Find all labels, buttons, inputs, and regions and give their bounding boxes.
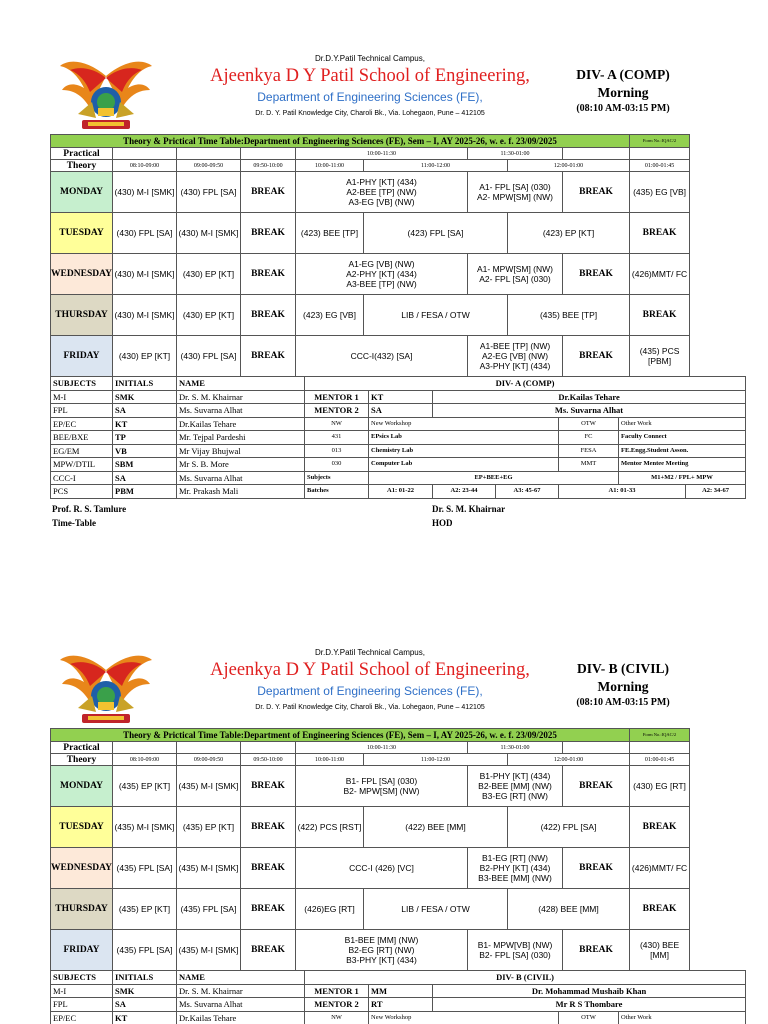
faculty-name-cell: Ms. Suvarna Alhat	[177, 998, 305, 1012]
break-cell: BREAK	[241, 213, 296, 254]
day-label: FRIDAY	[51, 336, 113, 377]
day-label: TUESDAY	[51, 213, 113, 254]
batches-label: Batches	[305, 485, 369, 499]
practical-cell: A1- MPW[SM] (NW) A2- FPL [SA] (030)	[468, 254, 563, 295]
faculty-name-cell: Ms. Suvarna Alhat	[177, 404, 305, 418]
faculty-row	[51, 1011, 746, 1024]
theory-slot: 09:50-10:00	[241, 160, 296, 172]
subject-cell: EP/EC	[51, 1011, 113, 1024]
lecture-cell: (423) EP [KT]	[508, 213, 630, 254]
subject-cell: CCC-I	[51, 471, 113, 485]
mentor-initials: KT	[369, 390, 433, 404]
theory-slot: 09:50-10:00	[241, 754, 296, 766]
mentor-name: Mr R S Thombare	[433, 998, 746, 1012]
practical-cell: B1-PHY [KT] (434) B2-BEE [MM] (NW) B3-EG [RT] (NW)	[468, 766, 563, 807]
lecture-cell: (430) BEE [MM]	[630, 930, 690, 971]
day-label: THURSDAY	[51, 295, 113, 336]
break-cell: BREAK	[241, 889, 296, 930]
timetable-sheet-b	[50, 646, 688, 1024]
faculty-row	[51, 458, 746, 472]
lecture-cell: (435) BEE [TP]	[508, 295, 630, 336]
practical-cell: CCC-I (426) [VC]	[296, 848, 468, 889]
mentor-name: Dr.Kailas Tehare	[433, 390, 746, 404]
theory-slot: 10:00-11:00	[296, 754, 364, 766]
lecture-cell: (430) M-I [SMK]	[113, 295, 177, 336]
mentor-initials: SA	[369, 404, 433, 418]
lecture-cell: (426)MMT/ FC	[630, 254, 690, 295]
table-title: Theory & Prictical Time Table:Department of Engineering Sciences (FE), Sem – I, AY 2025-26, w. e. f. 23/09/2025	[51, 729, 630, 742]
break-cell: BREAK	[630, 889, 690, 930]
practical-cell: B1- MPW[VB] (NW) B2- FPL [SA] (030)	[468, 930, 563, 971]
lecture-cell: (426)MMT/ FC	[630, 848, 690, 889]
subjects-header: SUBJECTS	[51, 971, 113, 985]
day-row-monday	[51, 172, 690, 213]
campus-name: Dr.D.Y.Patil Technical Campus,	[315, 648, 425, 657]
break-cell: BREAK	[241, 848, 296, 889]
theory-slot: 01:00-01:45	[630, 754, 690, 766]
break-cell: BREAK	[241, 766, 296, 807]
mentor-name: Ms. Suvarna Alhat	[433, 404, 746, 418]
faculty-name-cell: Mr Vijay Bhujwal	[177, 444, 305, 458]
lecture-cell: (435) FPL [SA]	[113, 930, 177, 971]
legend-value: New Workshop	[369, 417, 559, 431]
legend-key: NW	[305, 417, 369, 431]
faculty-row	[51, 444, 746, 458]
faculty-row	[51, 998, 746, 1012]
form-number: Form No.:IQAC/2	[630, 729, 690, 742]
table-title-row	[51, 729, 690, 742]
day-row-wednesday	[51, 254, 690, 295]
legend-value: EP+BEE+EG	[369, 471, 619, 485]
lecture-cell: (430) EG [RT]	[630, 766, 690, 807]
subject-cell: FPL	[51, 404, 113, 418]
signatory-left-name: Prof. R. S. Tamlure	[52, 504, 127, 514]
faculty-row	[51, 431, 746, 445]
legend-value: Faculty Connect	[619, 431, 746, 445]
lecture-cell: (435) M-I [SMK]	[177, 766, 241, 807]
faculty-name-cell: Dr.Kailas Tehare	[177, 417, 305, 431]
theory-slot: 12:00-01:00	[508, 160, 630, 172]
batch-range: A3: 45-67	[496, 485, 559, 499]
department-name: Department of Engineering Sciences (FE),	[257, 684, 483, 698]
day-label: MONDAY	[51, 766, 113, 807]
legend-key: OTW	[559, 1011, 619, 1024]
faculty-name-cell: Ms. Suvarna Alhat	[177, 471, 305, 485]
break-cell: BREAK	[241, 807, 296, 848]
address: Dr. D. Y. Patil Knowledge City, Charoli Bk., Via. Lohegaon, Pune – 412105	[255, 704, 485, 711]
day-row-friday	[51, 930, 690, 971]
subjects-header: SUBJECTS	[51, 377, 113, 391]
division-header: DIV- A (COMP)	[305, 377, 746, 391]
legend-key: 030	[305, 458, 369, 472]
break-cell: BREAK	[241, 172, 296, 213]
mentor-name: Dr. Mohammad Mushaib Khan	[433, 984, 746, 998]
college-logo	[58, 650, 154, 726]
faculty-row	[51, 984, 746, 998]
legend-key: MMT	[559, 458, 619, 472]
day-label: WEDNESDAY	[51, 254, 113, 295]
initials-cell: VB	[113, 444, 177, 458]
practical-label: Practical	[51, 148, 113, 160]
lecture-cell: (423) EG [VB]	[296, 295, 364, 336]
theory-slot: 01:00-01:45	[630, 160, 690, 172]
theory-slot: 08:10-09:00	[113, 754, 177, 766]
school-name: Ajeenkya D Y Patil School of Engineering,	[210, 66, 530, 86]
lecture-cell: (430) EP [KT]	[177, 295, 241, 336]
lecture-cell: (426)EG [RT]	[296, 889, 364, 930]
practical-slot: 10:00-11:30	[296, 148, 468, 160]
name-header: NAME	[177, 971, 305, 985]
day-label: TUESDAY	[51, 807, 113, 848]
legend-value: Computer Lab	[369, 458, 559, 472]
theory-label: Theory	[51, 754, 113, 766]
lecture-cell: (435) PCS [PBM]	[630, 336, 690, 377]
sheet-header	[50, 646, 685, 728]
theory-slot: 11:00-12:00	[364, 754, 508, 766]
legend-value: M1+M2 / FPL+ MPW	[619, 471, 746, 485]
practical-cell: A1- FPL [SA] (030) A2- MPW[SM] (NW)	[468, 172, 563, 213]
table-title: Theory & Prictical Time Table:Department of Engineering Sciences (FE), Sem – I, AY 2025-26, w. e. f. 23/09/2025	[51, 135, 630, 148]
lecture-cell: (422) BEE [MM]	[364, 807, 508, 848]
legend-value: Other Work	[619, 1011, 746, 1024]
division-block	[558, 66, 688, 116]
initials-header: INITIALS	[113, 971, 177, 985]
subject-cell: M-I	[51, 390, 113, 404]
break-cell: BREAK	[563, 254, 630, 295]
subject-cell: EG/EM	[51, 444, 113, 458]
day-row-thursday	[51, 295, 690, 336]
department-name: Department of Engineering Sciences (FE),	[257, 90, 483, 104]
theory-slot: 08:10-09:00	[113, 160, 177, 172]
break-cell: BREAK	[241, 254, 296, 295]
legend-key: NW	[305, 1011, 369, 1024]
theory-slot-row	[51, 160, 690, 172]
subject-cell: EP/EC	[51, 417, 113, 431]
break-cell: BREAK	[241, 930, 296, 971]
division-name: DIV- B (CIVIL)	[576, 661, 669, 676]
practical-cell: B1-BEE [MM] (NW) B2-EG [RT] (NW) B3-PHY [KT] (434)	[296, 930, 468, 971]
initials-cell: SA	[113, 404, 177, 418]
subject-cell: BEE/BXE	[51, 431, 113, 445]
lecture-cell: (435) EP [KT]	[113, 766, 177, 807]
lecture-cell: (423) BEE [TP]	[296, 213, 364, 254]
batch-range: A2: 23-44	[433, 485, 496, 499]
signatory-left-role: Time-Table	[52, 518, 97, 528]
lecture-cell: (422) PCS [RST]	[296, 807, 364, 848]
practical-slot: 10:00-11:30	[296, 742, 468, 754]
practical-slot-row	[51, 148, 690, 160]
division-block	[558, 660, 688, 710]
initials-cell: SBM	[113, 458, 177, 472]
lecture-cell: (435) EP [KT]	[177, 807, 241, 848]
practical-cell: CCC-I(432) [SA]	[296, 336, 468, 377]
faculty-row	[51, 485, 746, 499]
practical-cell: A1-BEE [TP] (NW) A2-EG [VB] (NW) A3-PHY [KT] (434)	[468, 336, 563, 377]
legend-key: FESA	[559, 444, 619, 458]
day-row-monday	[51, 766, 690, 807]
lecture-cell: LIB / FESA / OTW	[364, 295, 508, 336]
break-cell: BREAK	[563, 336, 630, 377]
theory-slot: 09:00-09:50	[177, 754, 241, 766]
legend-value: EPsics Lab	[369, 431, 559, 445]
subject-cell: MPW/DTIL	[51, 458, 113, 472]
practical-cell: A1-EG [VB] (NW) A2-PHY [KT] (434) A3-BEE [TP] (NW)	[296, 254, 468, 295]
legend-key: 013	[305, 444, 369, 458]
faculty-name-cell: Mr. Prakash Mali	[177, 485, 305, 499]
lecture-cell: (430) M-I [SMK]	[113, 172, 177, 213]
initials-header: INITIALS	[113, 377, 177, 391]
lecture-cell: (435) EG [VB]	[630, 172, 690, 213]
lecture-cell: (435) M-I [SMK]	[177, 848, 241, 889]
practical-cell: B1-EG [RT] (NW) B2-PHY [KT] (434) B3-BEE [MM] (NW)	[468, 848, 563, 889]
theory-slot: 10:00-11:00	[296, 160, 364, 172]
faculty-row	[51, 417, 746, 431]
lecture-cell: (435) FPL [SA]	[177, 889, 241, 930]
initials-cell: TP	[113, 431, 177, 445]
faculty-row	[51, 404, 746, 418]
lecture-cell: (430) M-I [SMK]	[113, 254, 177, 295]
division-header: DIV- B (CIVIL)	[305, 971, 746, 985]
batch-range: A1: 01-33	[559, 485, 686, 499]
legend-value: Other Work	[619, 417, 746, 431]
day-row-tuesday	[51, 213, 690, 254]
college-logo	[58, 56, 154, 132]
mentor-label: MENTOR 1	[305, 984, 369, 998]
lecture-cell: (435) M-I [SMK]	[177, 930, 241, 971]
mentor-label: MENTOR 2	[305, 998, 369, 1012]
timetable-grid	[50, 134, 690, 377]
legend-value: FE.Engg.Student Asson.	[619, 444, 746, 458]
faculty-name-cell: Mr. Tejpal Pardeshi	[177, 431, 305, 445]
theory-slot: 12:00-01:00	[508, 754, 630, 766]
break-cell: BREAK	[563, 172, 630, 213]
day-row-thursday	[51, 889, 690, 930]
faculty-name-cell: Dr.Kailas Tehare	[177, 1011, 305, 1024]
break-cell: BREAK	[241, 295, 296, 336]
initials-cell: KT	[113, 417, 177, 431]
theory-slot: 09:00-09:50	[177, 160, 241, 172]
batch-range: A2: 34-67	[686, 485, 746, 499]
lecture-cell: (430) EP [KT]	[113, 336, 177, 377]
lecture-cell: (422) FPL [SA]	[508, 807, 630, 848]
day-row-wednesday	[51, 848, 690, 889]
legend-key: 431	[305, 431, 369, 445]
day-label: MONDAY	[51, 172, 113, 213]
lecture-cell: (435) M-I [SMK]	[113, 807, 177, 848]
lecture-cell: (435) FPL [SA]	[113, 848, 177, 889]
theory-slot: 11:00-12:00	[364, 160, 508, 172]
day-row-friday	[51, 336, 690, 377]
lecture-cell: (435) EP [KT]	[113, 889, 177, 930]
timing: (08:10 AM-03:15 PM)	[576, 697, 670, 708]
lecture-cell: (423) FPL [SA]	[364, 213, 508, 254]
break-cell: BREAK	[563, 848, 630, 889]
mentor-label: MENTOR 1	[305, 390, 369, 404]
legend-key: Subjects	[305, 471, 369, 485]
faculty-header-row	[51, 377, 746, 391]
faculty-row	[51, 390, 746, 404]
initials-cell: SA	[113, 471, 177, 485]
faculty-name-cell: Dr. S. M. Khairnar	[177, 390, 305, 404]
faculty-header-row	[51, 971, 746, 985]
lecture-cell: LIB / FESA / OTW	[364, 889, 508, 930]
initials-cell: PBM	[113, 485, 177, 499]
legend-key: FC	[559, 431, 619, 445]
signatory-right-name: Dr. S. M. Khairnar	[432, 504, 506, 514]
lecture-cell: (428) BEE [MM]	[508, 889, 630, 930]
mentor-initials: RT	[369, 998, 433, 1012]
practical-slot: 11:30-01:00	[468, 148, 563, 160]
batch-range: A1: 01-22	[369, 485, 433, 499]
mentor-label: MENTOR 2	[305, 404, 369, 418]
day-label: FRIDAY	[51, 930, 113, 971]
break-cell: BREAK	[241, 336, 296, 377]
lecture-cell: (430) EP [KT]	[177, 254, 241, 295]
initials-cell: SMK	[113, 390, 177, 404]
shift-name: Morning	[597, 85, 649, 100]
legend-value: Chemistry Lab	[369, 444, 559, 458]
practical-cell: B1- FPL [SA] (030) B2- MPW[SM] (NW)	[296, 766, 468, 807]
practical-cell: A1-PHY [KT] (434) A2-BEE [TP] (NW) A3-EG [VB] (NW)	[296, 172, 468, 213]
practical-slot: 11:30-01:00	[468, 742, 563, 754]
timing: (08:10 AM-03:15 PM)	[576, 103, 670, 114]
initials-cell: SMK	[113, 984, 177, 998]
timetable-grid	[50, 728, 690, 971]
address: Dr. D. Y. Patil Knowledge City, Charoli Bk., Via. Lohegaon, Pune – 412105	[255, 110, 485, 117]
faculty-row	[51, 471, 746, 485]
shift-name: Morning	[597, 679, 649, 694]
lecture-cell: (430) FPL [SA]	[113, 213, 177, 254]
theory-slot-row	[51, 754, 690, 766]
name-header: NAME	[177, 377, 305, 391]
practical-slot-row	[51, 742, 690, 754]
subject-cell: PCS	[51, 485, 113, 499]
sheet-header	[50, 52, 685, 134]
theory-label: Theory	[51, 160, 113, 172]
lecture-cell: (430) FPL [SA]	[177, 336, 241, 377]
break-cell: BREAK	[630, 807, 690, 848]
mentor-initials: MM	[369, 984, 433, 998]
legend-key: OTW	[559, 417, 619, 431]
faculty-table	[50, 376, 746, 499]
initials-cell: SA	[113, 998, 177, 1012]
faculty-table	[50, 970, 746, 1024]
lecture-cell: (430) FPL [SA]	[177, 172, 241, 213]
practical-label: Practical	[51, 742, 113, 754]
form-number: Form No.:IQAC/2	[630, 135, 690, 148]
table-title-row	[51, 135, 690, 148]
school-name: Ajeenkya D Y Patil School of Engineering,	[210, 660, 530, 680]
break-cell: BREAK	[563, 766, 630, 807]
legend-value: Mentor Mentee Meeting	[619, 458, 746, 472]
initials-cell: KT	[113, 1011, 177, 1024]
campus-name: Dr.D.Y.Patil Technical Campus,	[315, 54, 425, 63]
faculty-name-cell: Mr S. B. More	[177, 458, 305, 472]
break-cell: BREAK	[630, 295, 690, 336]
subject-cell: M-I	[51, 984, 113, 998]
legend-value: New Workshop	[369, 1011, 559, 1024]
subject-cell: FPL	[51, 998, 113, 1012]
division-name: DIV- A (COMP)	[576, 67, 670, 82]
day-label: THURSDAY	[51, 889, 113, 930]
lecture-cell: (430) M-I [SMK]	[177, 213, 241, 254]
break-cell: BREAK	[630, 213, 690, 254]
day-row-tuesday	[51, 807, 690, 848]
day-label: WEDNESDAY	[51, 848, 113, 889]
timetable-sheet-a	[50, 52, 729, 528]
faculty-name-cell: Dr. S. M. Khairnar	[177, 984, 305, 998]
break-cell: BREAK	[563, 930, 630, 971]
signatory-right-role: HOD	[432, 518, 453, 528]
